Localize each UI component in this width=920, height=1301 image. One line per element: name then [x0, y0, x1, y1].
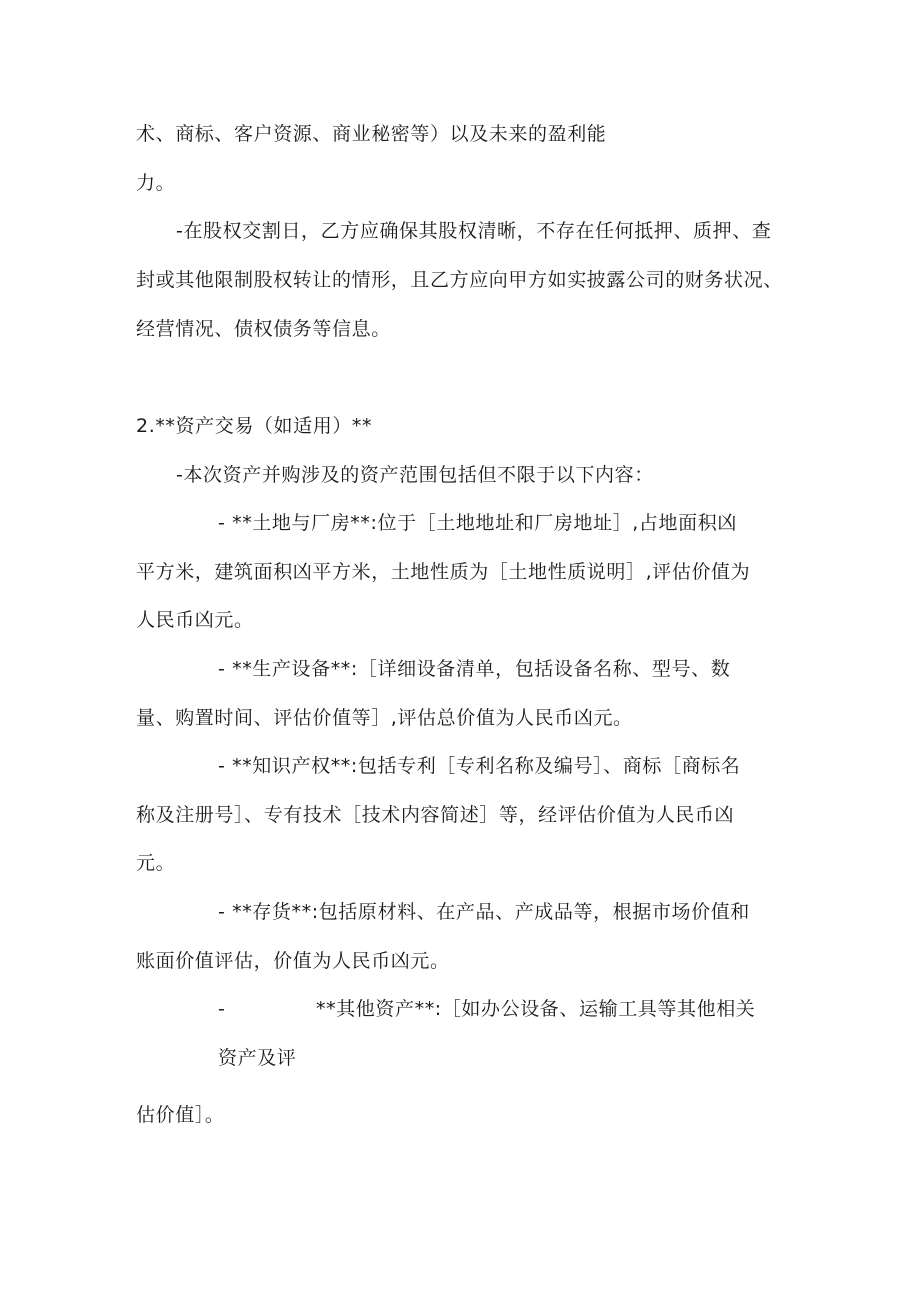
text-line: 术、商标、客户资源、商业秘密等）以及未来的盈利能	[136, 123, 607, 145]
text-line: 人民币凶元。	[136, 609, 254, 631]
text-line: 力。	[136, 172, 176, 194]
list-item-line: **其他资产**:［如办公设备、运输工具等其他相关	[316, 998, 756, 1020]
text-line: -在股权交割日，乙方应确保其股权清晰，不存在任何抵押、质押、查	[176, 220, 772, 242]
list-item-line: - **知识产权**:包括专利［专利名称及编号］、商标［商标名	[218, 755, 741, 777]
text-line: 平方米，建筑面积凶平方米，土地性质为［土地性质说明］,评估价值为	[136, 561, 751, 583]
text-line: 资产及评	[218, 1047, 297, 1069]
text-line: 估价值］。	[136, 1104, 225, 1126]
text-line: 账面价值评估，价值为人民币凶元。	[136, 950, 450, 972]
list-item-line: - **生产设备**:［详细设备清单，包括设备名称、型号、数	[218, 658, 731, 680]
text-line: 元。	[136, 852, 176, 874]
text-line: 称及注册号］、专有技术［技术内容简述］等，经评估价值为人民币凶	[136, 804, 735, 826]
section-heading: 2.**资产交易（如适用）**	[136, 415, 373, 437]
list-bullet: -	[218, 998, 226, 1020]
text-line: -本次资产并购涉及的资产范围包括但不限于以下内容：	[176, 464, 654, 486]
list-item-line: - **土地与厂房**:位于［土地地址和厂房地址］,占地面积凶	[218, 512, 737, 534]
text-line: 经营情况、债权债务等信息。	[136, 318, 391, 340]
text-line: 量、购置时间、评估价值等］,评估总价值为人民币凶元。	[136, 707, 633, 729]
list-item-line: - **存货**:包括原材料、在产品、产成品等，根据市场价值和	[218, 901, 750, 923]
text-line: 封或其他限制股权转让的情形，且乙方应向甲方如实披露公司的财务状况、	[136, 269, 783, 291]
